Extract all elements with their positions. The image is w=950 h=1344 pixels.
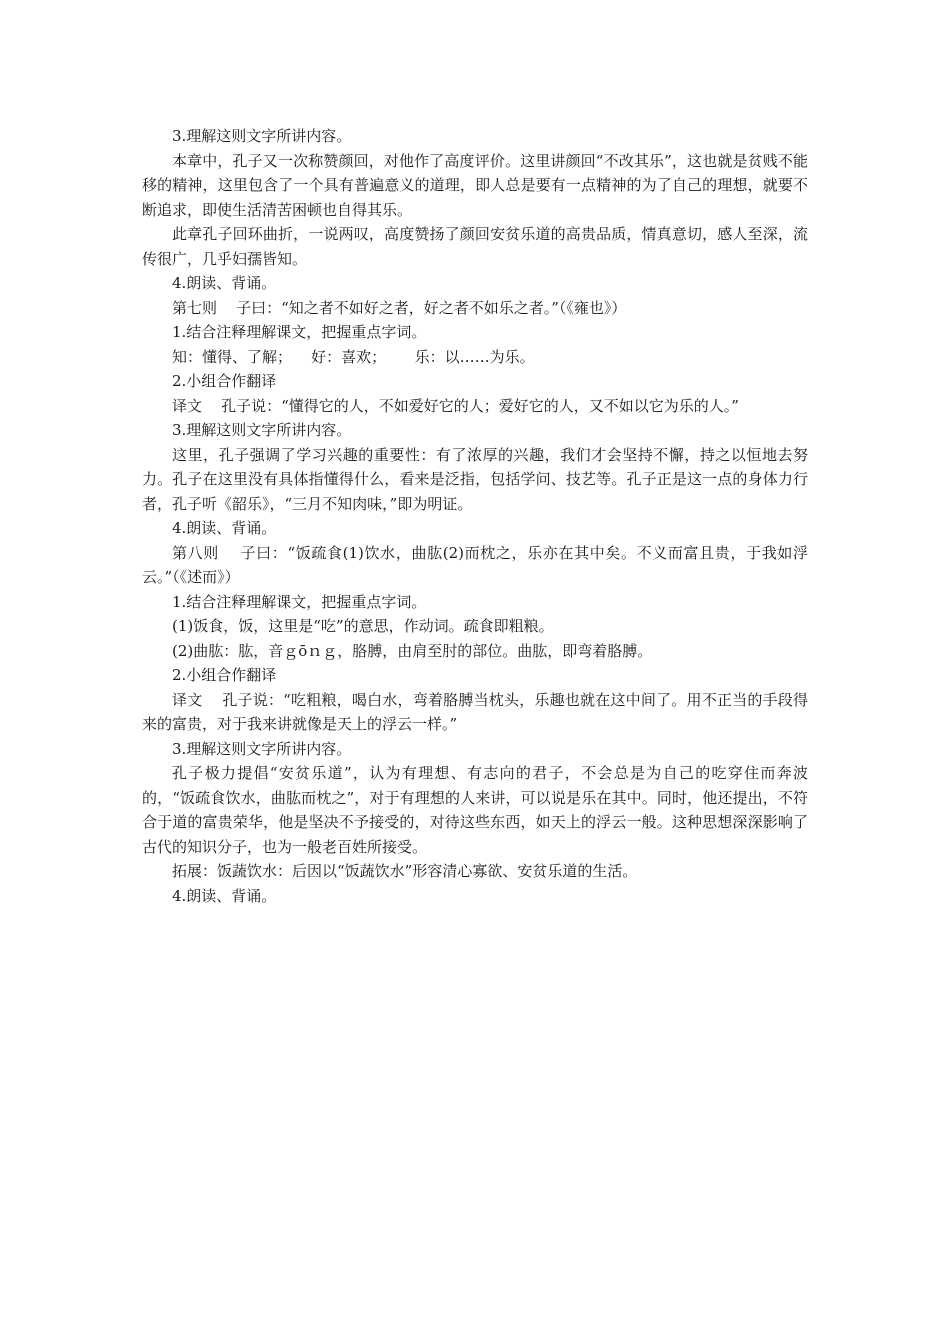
document-body [142,124,808,908]
paragraph: 拓展：饭蔬饮水：后因以“饭蔬饮水”形容清心寡欲、安贫乐道的生活。 [172,862,638,880]
paragraph: 此章孔子回环曲折，一说两叹，高度赞扬了颜回安贫乐道的高贵品质，情真意切，感人至深，流传很广，几乎妇孺皆知。 [142,225,808,268]
paragraph: 4.朗读、背诵。 [172,274,277,292]
paragraph: (2)曲肱：肱，音ｇōｎｇ，胳膊，由肩至肘的部位。曲肱，即弯着胳膊。 [172,641,653,660]
paragraph: 3.理解这则文字所讲内容。 [172,739,352,758]
paragraph: 3.理解这则文字所讲内容。 [172,421,352,439]
paragraph: 2.小组合作翻译 [172,372,277,390]
paragraph: 这里，孔子强调了学习兴趣的重要性：有了浓厚的兴趣，我们才会坚持不懈，持之以恒地去努力。孔子在这里没有具体指懂得什么，看来是泛指，包括学问、技艺等。孔子正是这一点的身体力行者，孔子听《韶乐》，“三月不知肉味，”即为明证。 [142,445,808,513]
paragraph: 4.朗读、背诵。 [172,886,277,905]
paragraph: 知：懂得、了解； 好：喜欢； 乐：以……为乐。 [172,347,535,366]
paragraph: 1.结合注释理解课文，把握重点字词。 [172,592,427,611]
section-heading-8: 第八则 子曰：“饭疏食(1)饮水，曲肱(2)而枕之，乐亦在其中矣。不义而富且贵，于我如浮云。”（《述而》） [142,543,808,586]
paragraph: 本章中，孔子又一次称赞颜回，对他作了高度评价。这里讲颜回“不改其乐”，这也就是贫贱不能移的精神，这里包含了一个具有普遍意义的道理，即人总是要有一点精神的为了自己的理想，就要不断追求，即使生活清苦困顿也自得其乐。 [142,151,808,219]
paragraph: 孔子极力提倡“安贫乐道”，认为有理想、有志向的君子，不会总是为自己的吃穿住而奔波的，“饭疏食饮水，曲肱而枕之”，对于有理想的人来讲，可以说是乐在其中。同时，他还提出，不符合于道的富贵荣华，他是坚决不予接受的，对待这些东西，如天上的浮云一般。这种思想深深影响了古代的知识分子，也为一般老百姓所接受。 [142,764,808,856]
section-heading-7: 第七则 子曰：“知之者不如好之者，好之者不如乐之者。”（《雍也》） [172,298,627,317]
paragraph: 4.朗读、背诵。 [172,519,277,537]
paragraph: (1)饭食，饭，这里是“吃”的意思，作动词。疏食即粗粮。 [172,617,554,635]
paragraph: 3.理解这则文字所讲内容。 [172,127,352,145]
paragraph: 1.结合注释理解课文，把握重点字词。 [172,323,427,341]
paragraph: 译文 孔子说：“懂得它的人，不如爱好它的人；爱好它的人，又不如以它为乐的人。” [172,396,739,415]
paragraph: 2.小组合作翻译 [172,666,277,684]
paragraph: 译文 孔子说：“吃粗粮，喝白水，弯着胳膊当枕头，乐趣也就在这中间了。用不正当的手段得来的富贵，对于我来讲就像是天上的浮云一样。” [142,690,808,733]
